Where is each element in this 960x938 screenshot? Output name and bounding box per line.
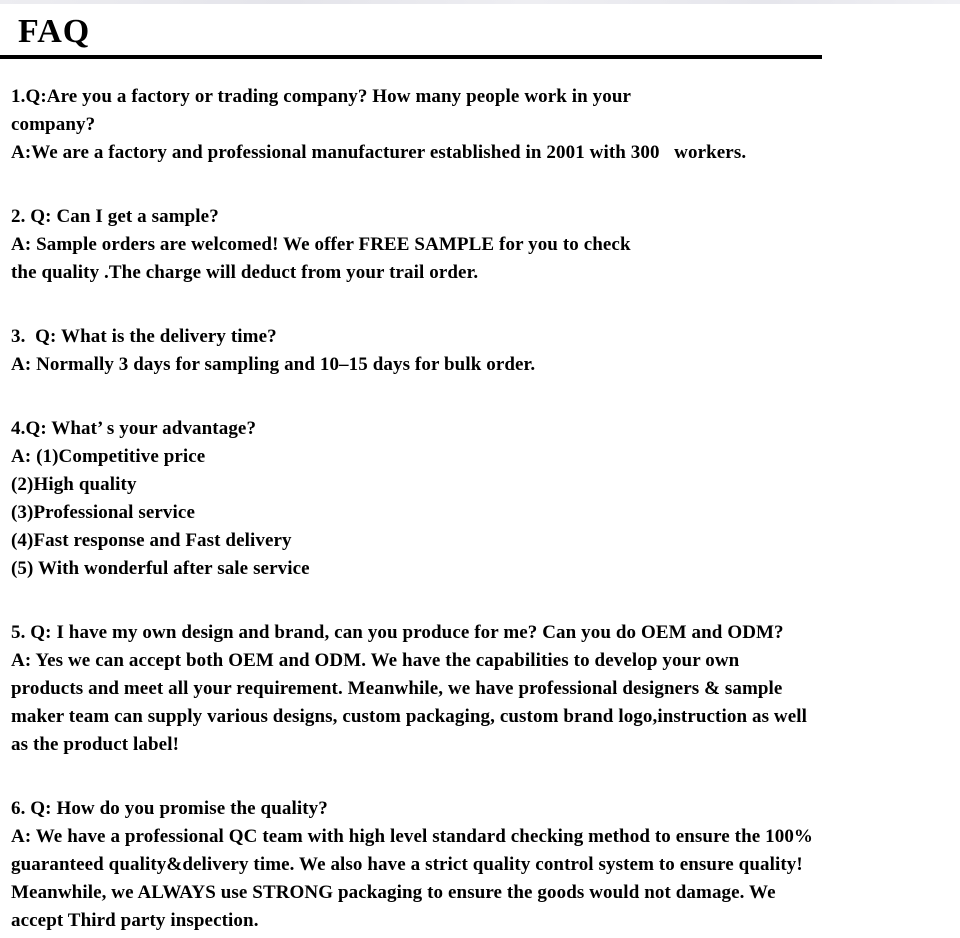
faq-answer-line: Meanwhile, we ALWAYS use STRONG packaging to ensure the goods would not damage. We (11, 882, 776, 903)
faq-item-3 (11, 323, 950, 379)
faq-answer-line: A: (1)Competitive price (11, 446, 206, 467)
faq-answer-line: as the product label! (11, 734, 180, 755)
faq-question-line: 3. Q: What is the delivery time? (11, 326, 277, 347)
faq-list (0, 59, 960, 935)
faq-question-line: 4.Q: What’ s your advantage? (11, 418, 257, 439)
faq-answer-line: A: We have a professional QC team with high level standard checking method to ensure the 100% (11, 826, 814, 847)
faq-answer-line: (3)Professional service (11, 502, 195, 523)
faq-item-4 (11, 415, 950, 583)
faq-question-line: company? (11, 114, 96, 135)
faq-answer-line: accept Third party inspection. (11, 910, 259, 931)
faq-answer-line: A:We are a factory and professional manufacturer established in 2001 with 300 workers. (11, 142, 747, 163)
faq-answer-line: (5) With wonderful after sale service (11, 558, 310, 579)
faq-answer-line: (4)Fast response and Fast delivery (11, 530, 292, 551)
faq-question-line: 1.Q:Are you a factory or trading company? How many people work in your (11, 86, 632, 107)
faq-item-2 (11, 203, 950, 287)
faq-item-6 (11, 795, 950, 935)
faq-answer-line: products and meet all your requirement. Meanwhile, we have professional designers & sample (11, 678, 783, 699)
faq-answer-line: the quality .The charge will deduct from your trail order. (11, 262, 479, 283)
faq-question-line: 5. Q: I have my own design and brand, can you produce for me? Can you do OEM and ODM? (11, 622, 784, 643)
top-divider (0, 0, 960, 4)
page-title: FAQ (18, 13, 91, 50)
faq-question-line: 2. Q: Can I get a sample? (11, 206, 219, 227)
faq-item-1 (11, 83, 950, 167)
faq-answer-line: guaranteed quality&delivery time. We also have a strict quality control system to ensure quality! (11, 854, 803, 875)
faq-answer-line: (2)High quality (11, 474, 137, 495)
faq-answer-line: A: Sample orders are welcomed! We offer FREE SAMPLE for you to check (11, 234, 631, 255)
faq-answer-line: A: Normally 3 days for sampling and 10–15 days for bulk order. (11, 354, 536, 375)
faq-answer-line: A: Yes we can accept both OEM and ODM. We have the capabilities to develop your own (11, 650, 740, 671)
faq-item-5 (11, 619, 950, 759)
faq-question-line: 6. Q: How do you promise the quality? (11, 798, 328, 819)
faq-answer-line: maker team can supply various designs, custom packaging, custom brand logo,instruction as well (11, 706, 808, 727)
